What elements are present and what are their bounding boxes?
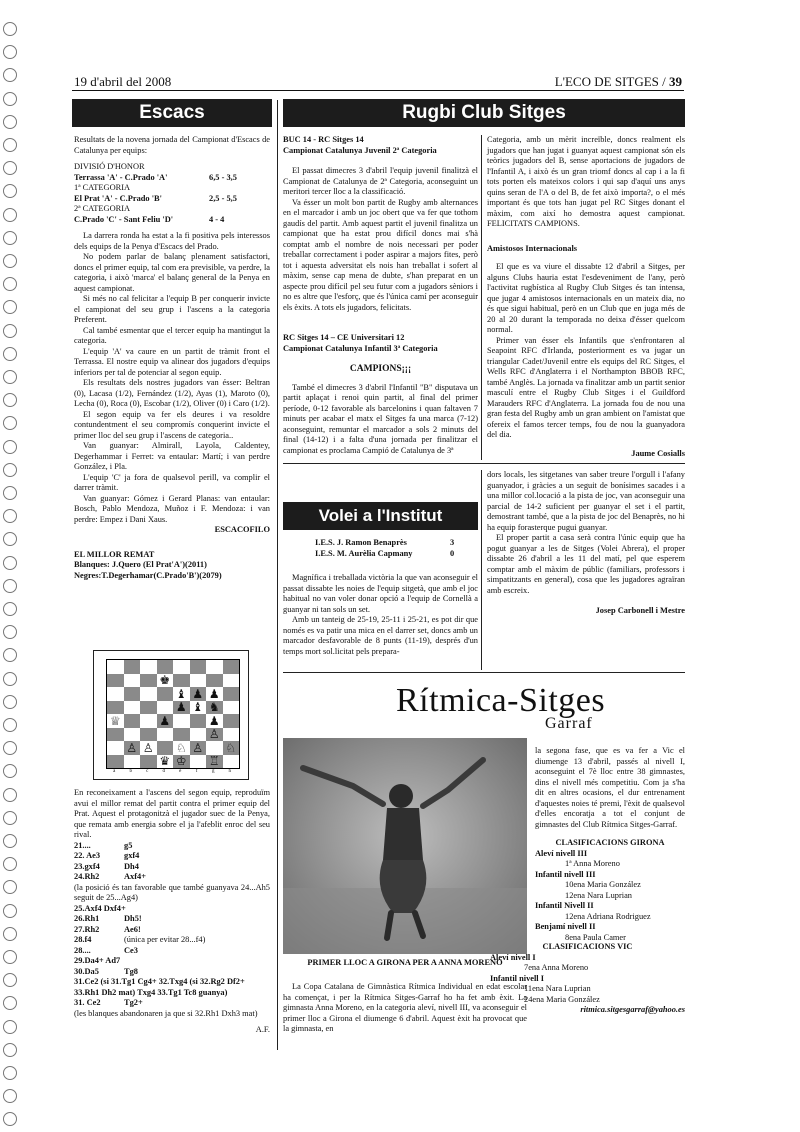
binder-ring — [3, 996, 17, 1010]
board-square — [107, 755, 124, 769]
binder-ring — [3, 254, 17, 268]
binder-ring — [3, 1043, 17, 1057]
board-square — [107, 714, 124, 728]
publication-header — [555, 74, 682, 90]
board-square — [107, 701, 124, 715]
board-square — [140, 755, 157, 769]
binder-ring — [3, 973, 17, 987]
binder-ring — [3, 184, 17, 198]
volei-result-row: I.E.S. M. Aurèlia Capmany 0 — [315, 548, 455, 558]
binder-ring — [3, 440, 17, 454]
board-square — [107, 728, 124, 742]
board-square — [173, 701, 190, 715]
after-board-text: En reconeixament a l'ascens del segon equip, reproduïm avui el millor remat del partit contra el primer equip del Prat. Aquest el protagonitzà el jugador suec de la Penya, que remata amb energia sobre el ja l'afeblit enroc del seu rival. — [74, 788, 270, 839]
binder-ring — [3, 625, 17, 639]
class-result: 12ena Nara Luprian — [565, 890, 632, 900]
chess-piece: ♝ — [192, 700, 204, 715]
board-square — [107, 660, 124, 674]
match-heading: RC Sitges 14 – CE Universitari 12 — [283, 333, 405, 342]
move-note: (la posició és tan favorable que també guanyava 24...Ah5 seguit de 25...Ag4) — [74, 882, 270, 902]
board-square — [206, 701, 223, 715]
board-square — [190, 701, 207, 715]
paragraph: Van guanyar: Gómez i Gerard Planas: van entaular: Bosch, Pablo Mendoza, Muñoz i F. Mendoza: i van perdre: Empez i Dani Xaus. — [74, 493, 270, 524]
binder-ring — [3, 231, 17, 245]
publication-name: L'ECO DE SITGES / — [554, 74, 669, 89]
board-square — [173, 728, 190, 742]
binder-ring — [3, 880, 17, 894]
class-result: 10ena Maria González — [565, 880, 641, 889]
remat-title: EL MILLOR REMAT — [74, 549, 155, 559]
board-square — [190, 755, 207, 769]
board-square — [157, 755, 174, 769]
match-subheading: Campionat Catalunya Infantil 3ª Categoria — [283, 343, 438, 353]
board-square — [107, 741, 124, 755]
board-square — [223, 755, 240, 769]
column-divider — [277, 100, 278, 1050]
paragraph: Magnífica i treballada victòria la que van aconseguir el passat dissabte les noies de l'equip sitgetà, que amb el joc habitual no van voler donar opció a l'equip de Cornellà a guanyar ni tan sols un set. — [283, 573, 478, 614]
move-line: 25.Axf4 Dxf4+ — [74, 903, 126, 913]
binder-ring — [3, 115, 17, 129]
board-square — [107, 674, 124, 688]
chess-piece: ♟ — [175, 700, 187, 715]
binder-ring — [3, 393, 17, 407]
board-square — [223, 741, 240, 755]
board-square — [157, 660, 174, 674]
class-result: 7ena Anna Moreno — [524, 963, 589, 972]
binder-ring — [3, 277, 17, 291]
chess-piece: ♘ — [225, 740, 237, 755]
class-result: 1ª Anna Moreno — [565, 859, 620, 868]
board-square — [223, 701, 240, 715]
board-square — [107, 687, 124, 701]
board-square — [190, 674, 207, 688]
chess-piece: ♟ — [159, 713, 171, 728]
escacs-signature: ESCACOFILO — [214, 525, 270, 534]
paragraph: L'equip 'C' ja fora de qualsevol perill, va complir el darrer tràmit. — [74, 472, 270, 492]
board-square — [173, 714, 190, 728]
girona-heading: CLASIFICACIONS GIRONA — [555, 838, 665, 847]
binder-ring — [3, 556, 17, 570]
chess-piece: ♙ — [126, 740, 138, 755]
chess-piece: ♟ — [192, 686, 204, 701]
binder-ring — [3, 45, 17, 59]
board-square — [124, 741, 141, 755]
section-divider — [283, 463, 685, 464]
vic-results — [490, 942, 685, 1016]
class-category: Infantil nivell III — [535, 869, 596, 879]
division-label: DIVISIÓ D'HONOR — [74, 162, 145, 171]
board-square — [223, 660, 240, 674]
board-square — [124, 660, 141, 674]
paragraph: dors locals, les sitgetanes van saber treure l'orgull i l'afany guanyador, i gràcies a un seguit de bonísimes sacades i a una millor col.locació a la pista de joc, van aconseguir una parcial de 14-2 suficient per guanyar el set i el partit, demostrant també, que a la pista de joc del Benaprès, no hi ha equip forasterque pugui guanyar. — [487, 470, 685, 532]
remat-black: Negres:T.Degerhamar(C.Prado'B')(2079) — [74, 570, 222, 580]
binder-ring — [3, 741, 17, 755]
chess-piece: ♙ — [208, 727, 220, 742]
board-square — [206, 714, 223, 728]
board-square — [140, 714, 157, 728]
move-line: 26.Rh1 Dh5! — [74, 914, 142, 923]
category-label: 2ª CATEGORIA — [74, 204, 131, 213]
board-square — [157, 728, 174, 742]
issue-date: 19 d'abril del 2008 — [74, 74, 172, 89]
chess-piece: ♟ — [208, 713, 220, 728]
paragraph: El segon equip va fer els deures i va resoldre contundentment el seu compromís conquerint invicte el primer lloc del seu grup i l'ascens de categoria.. — [74, 409, 270, 440]
result-row: Terrassa 'A' - C.Prado 'A' 6,5 - 3,5 — [74, 172, 237, 182]
move-line: 29.Da4+ Ad7 — [74, 956, 121, 965]
chess-piece: ♖ — [208, 754, 220, 769]
page-number: 39 — [669, 74, 682, 89]
move-note: (les blanques abandonaren ja que si 32.Rh1 Dxh3 mat) — [74, 1008, 258, 1018]
escacs-column — [74, 135, 270, 581]
binder-ring — [3, 695, 17, 709]
board-square — [124, 714, 141, 728]
board-square — [124, 701, 141, 715]
board-square — [157, 741, 174, 755]
class-category: Benjamí nivell II — [535, 922, 596, 931]
binder-ring — [3, 300, 17, 314]
paragraph: Categoria, amb un mèrit increïble, doncs realment els jugadors que han jugat i guanyat aquest campionat són els teòrics jugadors del B, sense aportacions de jugadors de l'Infantil A, i això és un gran triomf doncs al cap i a la fi tots porten els mateixos colors i qui sap d'aquí uns anys quins seran de l'A o del B, de fet això importa?, o el més important és que tots han jugat pel RC Sitges donant el màxim, com així ho demostra aquest campionat. FELICITATS CAMPIONS. — [487, 135, 685, 228]
binder-ring — [3, 138, 17, 152]
paragraph: Amb un tanteig de 25-19, 25-11 i 25-21, es pot dir que només es va patir una mica en el darrer set, doncs amb un marcador desfavorable de 8 punts (11-19), després d'un temps mort sol.licitat pels prepara- — [283, 615, 478, 656]
ritmica-column-2 — [535, 746, 685, 943]
chess-board-grid — [106, 659, 240, 769]
rugbi-column-2 — [487, 135, 685, 459]
move-line: 22. Ae3 gxf4 — [74, 851, 140, 860]
paragraph: L'equip 'A' va caure en un partit de tràmit front el Terrassa. El nostre equip va alinear dos jugadors d'equips inferiors per tal de potenciar al segon equip. — [74, 346, 270, 377]
photo-caption: PRIMER LLOC A GIRONA PER A ANNA MORENO — [307, 958, 503, 967]
rugbi-banner: Rugbi Club Sitges — [283, 99, 685, 127]
paragraph: No podem parlar de balanç plenament satisfactori, doncs el primer equip, tal com era previsible, va perdre, la categoria, i això 'marca' el balanç general de la Penya en aquest campionat. — [74, 252, 270, 293]
section-subheading: Amistosos Internacionals — [487, 243, 578, 253]
ritmica-title: Rítmica-Sitges — [396, 682, 606, 719]
chess-piece: ♙ — [142, 740, 154, 755]
binder-ring — [3, 416, 17, 430]
chess-diagram — [93, 650, 249, 780]
paragraph: El passat dimecres 3 d'abril l'equip juvenil finalitzà el Campionat de Catalunya de 2ª Categoria, aconseguint un meritori tercer lloc a la classificació. — [283, 166, 478, 196]
board-square — [206, 674, 223, 688]
chess-piece: ♙ — [192, 740, 204, 755]
paragraph: La Copa Catalana de Gimnàstica Rítmica Individual en edat escolar ha començat, i per la Rítmica Sitges-Garraf ho ha fet amb èxit. La gimnasta Anna Moreno, en la categoria aleví, nivell III, va aconseguir el primer lloc a Girona el diumenge 6 d'abril. Aquest èxit ha provocat que la gimnasta, en — [283, 982, 527, 1033]
ritmica-subtitle: Garraf — [545, 715, 593, 732]
chess-piece: ♘ — [175, 740, 187, 755]
binder-ring — [3, 347, 17, 361]
move-line: 28.... Ce3 — [74, 945, 138, 955]
volei-signature: Josep Carbonell i Mestre — [595, 606, 685, 615]
paragraph: La darrera ronda ha estat a la fi positiva pels interessos dels equips de la Penya d'Escacs del Prado. — [74, 231, 270, 251]
board-square — [206, 687, 223, 701]
binder-ring — [3, 579, 17, 593]
binder-ring — [3, 68, 17, 82]
binder-ring — [3, 1089, 17, 1103]
board-square — [190, 687, 207, 701]
paragraph: Primer van ésser els Infantils que s'enfrontaren al Seapoint RFC d'Irlanda, posteriorment es va jugar un triangular Cadet/Juvenil entre els equips del RC Sitges, el Wells RFC d'Anglaterra i el Northampton BBOB RFC, també Anglès. La jornada va finalitzar amb un partit senior masculí entre el Rugby Club Sitges i el Guildford Marauders RFC d'Anglaterra. La jornada fou de nou una gran festa del Rugby amb un gran ambient on l'amistat que ofereix el famos tercer temps, fou de nou la guanyadora del dia. — [487, 335, 685, 439]
category-label: 1ª CATEGORIA — [74, 183, 131, 192]
binder-ring — [3, 927, 17, 941]
binder-ring — [3, 509, 17, 523]
volei-column-2 — [487, 470, 685, 617]
chess-piece: ♛ — [159, 754, 171, 769]
binder-ring — [3, 92, 17, 106]
section-divider — [283, 672, 685, 673]
paragraph: Si més no cal felicitar a l'equip B per conquerir invicte el campionat del seu grup i l'ascens a la categoria Preferent. — [74, 294, 270, 324]
board-square — [190, 714, 207, 728]
paragraph: Cal també esmentar que el tercer equip ha mantingut la categoria. — [74, 325, 270, 345]
paragraph: Van guanyar: Almirall, Layola, Caldentey, Degerhammar i Ferret: va entaular: Martí; i van perdre González, i Pla. — [74, 441, 270, 471]
board-file-labels: a b c d e f g h — [113, 769, 231, 774]
paragraph: També el dimecres 3 d'abril l'Infantil "B" disputava un partit aplaçat i renoi quin partit, al final del primer període, 0-12 favorable als barcelonins i quan faltaven 7 minuts per acabar el matx el Sitges fa una marca (7-12) aconseguint, remuntar el marcador a sols 2 minuts del final (14-12) i a falta d'una jornada per finalitzar el campionat es proclama Campió de Catalunya de 3ª — [283, 382, 478, 455]
move-line: 24.Rh2 Axf4+ — [74, 872, 146, 881]
match-subheading: Campionat Catalunya Juvenil 2ª Categoria — [283, 145, 437, 155]
contact-email: ritmica.sitgesgarraf@yahoo.es — [580, 1005, 685, 1014]
board-square — [157, 714, 174, 728]
column-divider — [481, 135, 482, 460]
volei-result-row: I.E.S. J. Ramon Benaprès 3 — [315, 538, 455, 547]
escacs-intro: Resultats de la novena jornada del Campionat d'Escacs de Catalunya per equips: — [74, 135, 270, 155]
column-divider — [481, 470, 482, 670]
board-square — [223, 714, 240, 728]
class-result: 8ena Paula Camer — [565, 932, 626, 942]
result-row: El Prat 'A' - C.Prado 'B' 2,5 - 5,5 — [74, 193, 237, 203]
binder-ring — [3, 602, 17, 616]
board-square — [223, 728, 240, 742]
binder-ring — [3, 22, 17, 36]
gymnast-photo — [283, 738, 527, 954]
board-square — [223, 674, 240, 688]
move-line: 23.gxf4 Dh4 — [74, 861, 139, 871]
binder-ring — [3, 788, 17, 802]
board-square — [173, 741, 190, 755]
chess-piece: ♔ — [175, 754, 187, 769]
move-line: 28.f4 (única per evitar 28...f4) — [74, 935, 206, 944]
binder-ring — [3, 161, 17, 175]
binder-ring — [3, 1066, 17, 1080]
class-result: 11ena Nara Luprian — [524, 984, 591, 993]
remat-white: Blanques: J.Quero (El Prat'A')(2011) — [74, 560, 207, 569]
binder-ring — [3, 950, 17, 964]
header-rule — [72, 90, 684, 91]
board-square — [206, 755, 223, 769]
result-row: C.Prado 'C' - Sant Feliu 'D' 4 - 4 — [74, 214, 225, 224]
board-square — [157, 674, 174, 688]
paragraph: Els resultats dels nostres jugadors van ésser: Beltran (0), Lacasa (1/2), Fernández (1/2), Ayas (1), Maroto (0), Lecha (0), Roca (0), Escobar (1/2), Oliver (0) i Caro (1/2). — [74, 378, 270, 408]
binder-ring — [3, 486, 17, 500]
binder-ring — [3, 208, 17, 222]
class-category: Infantil Nivell II — [535, 901, 594, 910]
binder-ring — [3, 811, 17, 825]
board-square — [190, 660, 207, 674]
chess-piece: ♞ — [208, 700, 220, 715]
board-square — [124, 674, 141, 688]
champions-label: CAMPIONS¡¡¡ — [349, 364, 412, 374]
board-square — [140, 701, 157, 715]
gymnast-image — [283, 738, 527, 954]
binder-ring — [3, 904, 17, 918]
class-category: Infantil nivell I — [490, 973, 544, 983]
binder-ring — [3, 648, 17, 662]
board-square — [140, 728, 157, 742]
binder-ring — [3, 857, 17, 871]
board-square — [190, 741, 207, 755]
class-result: 24ena Maria González — [524, 994, 600, 1004]
class-result: 12ena Adriana Rodriguez — [565, 911, 651, 921]
volei-banner: Volei a l'Institut — [283, 502, 478, 530]
binder-ring — [3, 463, 17, 477]
board-square — [206, 660, 223, 674]
move-line: 31.Ce2 (si 31.Tg1 Cg4+ 32.Txg4 (si 32.Rg2 Df2+ 33.Rh1 Dh2 mat) Txg4 33.Tg1 Tc8 guanya) — [74, 977, 245, 997]
board-square — [173, 755, 190, 769]
binder-ring — [3, 1112, 17, 1126]
board-square — [140, 674, 157, 688]
board-square — [140, 741, 157, 755]
paragraph: la segona fase, que es va fer a Vic el diumenge 13 d'abril, passés al nivell I, aconseguint el 7è lloc entre 38 gimnastes, dins el nivell més competitiu. Com ja s'ha dit en altres ocasions, el dur entrenament d'aquestes noies té premi, l'èxit de qualsevol d'elles encoratja a tot el conjunt de gimnastes del Club Rítmica Sitges-Garraf. — [535, 746, 685, 829]
binder-ring — [3, 672, 17, 686]
board-square — [173, 660, 190, 674]
binder-ring — [3, 370, 17, 384]
rugbi-column-1 — [283, 135, 478, 456]
chess-piece: ♕ — [109, 713, 121, 728]
chess-piece: ♝ — [175, 686, 187, 701]
board-square — [206, 728, 223, 742]
board-square — [124, 755, 141, 769]
class-category: Aleví nivell III — [535, 848, 588, 858]
board-square — [140, 660, 157, 674]
binder-ring — [3, 532, 17, 546]
chess-game-column — [74, 788, 270, 1036]
match-heading: BUC 14 - RC Sitges 14 — [283, 135, 364, 144]
board-square — [157, 687, 174, 701]
binder-ring — [3, 718, 17, 732]
chess-signature: A.F. — [255, 1025, 270, 1034]
board-square — [124, 687, 141, 701]
vic-heading: CLASIFICACIONS VIC — [542, 942, 633, 951]
rugbi-signature: Jaume Cosialls — [631, 448, 685, 458]
move-line: 31. Ce2 Tg2+ — [74, 998, 143, 1007]
board-square — [206, 741, 223, 755]
board-square — [173, 687, 190, 701]
volei-column-1 — [283, 538, 478, 657]
board-square — [157, 701, 174, 715]
binder-ring — [3, 834, 17, 848]
class-category: Aleví nivell I — [490, 952, 536, 962]
paragraph: El proper partit a casa serà contra l'únic equip que ha pogut guanyar a les de Sitges (Volei Abrera), el proper dissabte 26 d'abril a les 11 del matí, pel que esperem comptar amb el màxim de públic (familiars, professors i simpatitzants en general), cosa que les jugadores agraïran amb escreix. — [487, 533, 685, 595]
chess-piece: ♟ — [208, 686, 220, 701]
binder-ring — [3, 1020, 17, 1034]
board-square — [190, 728, 207, 742]
binder-ring — [3, 764, 17, 778]
board-square — [124, 728, 141, 742]
move-line: 27.Rh2 Ae6! — [74, 924, 141, 934]
paragraph: Va ésser un molt bon partit de Rugby amb alternances en el marcador i amb un joc obert que va fer que tothom gaudís del partit. Amb aquest partit el juvenil finalitza un campionat que ha estat prou difícil doncs mai s'hà comptat amb el nombre de nois necessari per poder treballar correctament i poder aspirar a majors fites, però tot i aquesta adversitat els nois han treballat i sofert al màxim, sense cap mena de dubte, s'han preparat en un aspecte prou difícil pel seu futur com a jugadors sèniors i no es altre que l'esforç, que és l'única camí per aconseguir els èxits. A tots els jugadors, felicitats. — [283, 197, 478, 312]
move-line: 30.Da5 Tg8 — [74, 966, 138, 976]
board-square — [140, 687, 157, 701]
escacs-banner: Escacs — [72, 99, 272, 127]
move-line: 21.... g5 — [74, 840, 133, 850]
board-square — [223, 687, 240, 701]
board-square — [173, 674, 190, 688]
binder-ring — [3, 324, 17, 338]
paragraph: El que es va viure el dissabte 12 d'abril a Sitges, per alguns Clubs hauria estat l'esdeveniment de l'any, però l'activitat rugbística al Rugby Club Sitges és tan intensa, que jugar 4 amistosos internacionals en un mateix dia, no és que sigui habitual, però en un Club que en juga més de 20 al 20 durant la temporada no deixa d'ésser quelcom normal. — [487, 262, 685, 334]
chess-piece: ♚ — [159, 673, 171, 688]
